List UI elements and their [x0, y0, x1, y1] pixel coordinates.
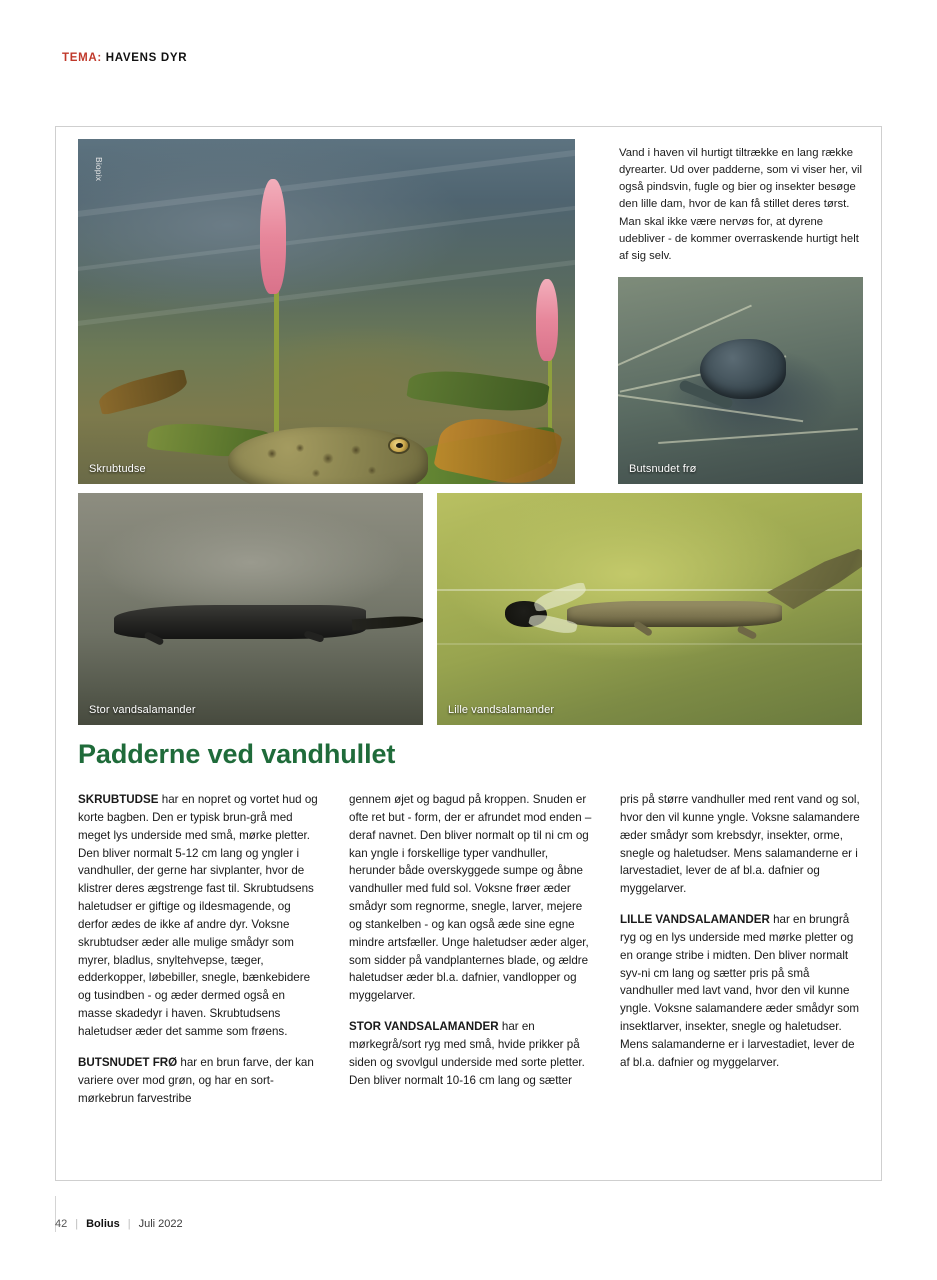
leaf — [406, 364, 549, 417]
flower-spike — [260, 179, 286, 294]
paragraph-text: har en brun farve, der kan variere over mod grøn, og har en sort-mørkebrun farvestribe — [78, 1055, 314, 1105]
intro-text: Vand i haven vil hurtigt tiltrække en lang række dyrearter. Ud over padderne, som vi viser her, vil også pindsvin, fugle og bier og insekter besøge den lille dam, hvor de kan få stillet deres tørst. Man skal ikke være nervøs for, at dyrene udebliver - de kommer overraskende hurtigt helt af sig selv. — [619, 147, 862, 262]
page-footer — [55, 1218, 183, 1230]
water-streak — [78, 145, 575, 219]
footer-issue: Juli 2022 — [138, 1218, 183, 1230]
newt-body — [567, 601, 782, 627]
waterline — [437, 643, 862, 645]
paragraph — [620, 911, 864, 1072]
water-streak — [78, 255, 575, 328]
photo-caption-butsnudet-fro: Butsnudet frø — [629, 463, 697, 475]
paragraph-lead: BUTSNUDET FRØ — [78, 1055, 178, 1069]
toad-eye — [390, 439, 408, 452]
photo-caption-skrubtudse: Skrubtudse — [89, 463, 146, 475]
content-frame — [55, 126, 882, 1181]
paragraph — [620, 791, 864, 898]
flower-spike — [536, 279, 558, 361]
article-headline: Padderne ved vandhullet — [78, 739, 396, 769]
paragraph-lead: STOR VANDSALAMANDER — [349, 1020, 499, 1034]
paragraph-text: har en brungrå ryg og en lys underside med mørke pletter og en orange stribe i midten. Den bliver normalt syv-ni cm lang og sætter pris på små vandhuller med lavt vand, hvor den vil kunne yngle. Voksne salamandere æder smådyr som insektlarver, insekter, snegle og haletudser. Mens salamanderne er i larvestadiet, lever de af bl.a. dafnier og myggelarver. — [620, 913, 860, 1069]
paragraph — [78, 791, 322, 1041]
leaf — [96, 368, 190, 415]
paragraph — [78, 1054, 322, 1108]
page-number: 42 — [55, 1218, 68, 1230]
paragraph — [349, 1018, 593, 1089]
photo-butsnudet-fro — [618, 277, 863, 484]
paragraph-text: har en nopret og vortet hud og korte bagben. Den er typisk brun-grå med meget lys underside med små, mørke pletter. Den bliver normalt 5-12 cm lang og yngler i vandhuller, der gerne har sivplanter, hvor de klistrer deres ægstrenge fast til. Skrubtudsens haletudser er giftige og ildesmagende, og derfor ædes de ikke af andre dyr. Voksne skrubtudser æder alle mulige smådyr som myrer, bladlus, snyltehvepse, tæger, edderkopper, løbebiller, snegle, bænkebidere og tusindben - og æder dermed også en masse skadedyr i haven. Skrubtudsens haletudser æder det samme som frøens. — [78, 793, 318, 1038]
article-column-1 — [78, 791, 322, 1107]
reed — [658, 428, 858, 444]
paragraph-lead: SKRUBTUDSE — [78, 793, 159, 806]
paragraph-text: pris på større vandhuller med rent vand og sol, hvor den vil kunne yngle. Voksne salamandere æder smådyr som krebsdyr, insekter, orme, snegle og haletudser. Mens salamanderne er i larvestadiet, lever de af bl.a. dafnier og myggelarver. — [620, 793, 860, 896]
paragraph-text: gennem øjet og bagud på kroppen. Snuden er ofte ret but - form, der er afrundet mod enden – deraf navnet. Den bliver normalt op til ni cm og kan yngle i forskellige typer vandhuller, herunder både overskyggede sumpe og åbne vandhuller med fuld sol. Voksne frøer æder smådyr som regnorme, snegle, larver, mejere og stankelben - og kan også æde sine egne mindre artsfæller. Unge haletudser æder alger, som sidder på vandplanternes blade, og ældre haletudser æder bl.a. dafnier, vandlopper og myggelarver. — [349, 793, 592, 1003]
article-columns — [78, 791, 864, 1107]
photo-credit: Biopix — [94, 157, 104, 182]
photo-caption-stor-vandsalamander: Stor vandsalamander — [89, 704, 196, 716]
paragraph — [349, 791, 593, 1005]
frog-body — [700, 339, 786, 399]
kicker-topic: HAVENS DYR — [105, 52, 188, 64]
paragraph-lead: LILLE VANDSALAMANDER — [620, 913, 770, 927]
photo-caption-lille-vandsalamander: Lille vandsalamander — [448, 704, 555, 716]
footer-separator: | — [75, 1218, 79, 1230]
footer-brand: Bolius — [86, 1218, 120, 1230]
paragraph-text: har en mørkegrå/sort ryg med små, hvide prikker på siden og svovlgul underside med sorte pletter. Den bliver normalt 10-16 cm lang og sætter — [349, 1020, 585, 1087]
newt-leg — [736, 625, 757, 640]
toad-body — [228, 427, 428, 484]
photo-skrubtudse — [78, 139, 575, 484]
footer-separator: | — [127, 1218, 131, 1230]
photo-stor-vandsalamander — [78, 493, 423, 725]
article-column-2 — [349, 791, 593, 1107]
page-kicker — [62, 52, 187, 64]
kicker-label: TEMA: — [62, 52, 102, 64]
plant-stem — [274, 289, 279, 439]
toad-spots — [228, 427, 428, 484]
photo-lille-vandsalamander — [437, 493, 862, 725]
water-streak — [78, 201, 575, 273]
article-column-3 — [620, 791, 864, 1107]
photo-grid — [56, 127, 883, 737]
